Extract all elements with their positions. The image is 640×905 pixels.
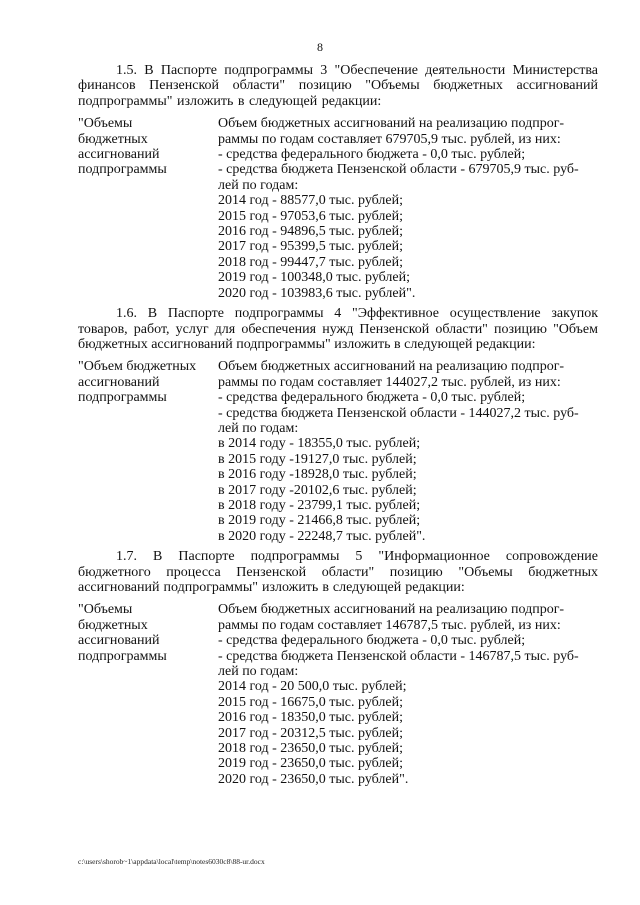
section-1-7-label: "Объемы бюджетных ассигнований подпрограммы [78, 602, 167, 664]
section-1-7-intro: 1.7. В Паспорте подпрограммы 5 "Информационное сопровождение бюджетного процесса Пензенской области" позицию "Объемы бюджетных ассигнований подпрограммы" изложить в следующей редакции: [78, 549, 598, 595]
section-1-6-label: "Объем бюджетных ассигнований подпрограммы [78, 359, 197, 406]
section-1-5-intro: 1.5. В Паспорте подпрограммы 3 "Обеспечение деятельности Министерства финансов Пензенской области" позицию "Объемы бюджетных ассигнований подпрограммы" изложить в следующей редакции: [78, 63, 598, 109]
section-1-6-intro: 1.6. В Паспорте подпрограммы 4 "Эффективное осуществление закупок товаров, работ, услуг для обеспечения нужд Пензенской области" позицию "Объем бюджетных ассигнований подпрограммы" изложить в следующей редакции: [78, 306, 598, 352]
section-1-5-label: "Объемы бюджетных ассигнований подпрограммы [78, 116, 167, 178]
section-1-6-table [78, 359, 598, 544]
section-1-6-value: Объем бюджетных ассигнований на реализацию подпрог- раммы по годам составляет 144027,2 тыс. рублей, из них: - средства федерального бюджета - 0,0 тыс. рублей; - средства бюджета Пензенской области - 144027,2 тыс. руб- лей по годам: в 2014 году - 18355,0 тыс. рублей; в 2015 году -19127,0 тыс. рублей; в 2016 году -18928,0 тыс. рублей; в 2017 году -20102,6 тыс. рублей; в 2018 году - 23799,1 тыс. рублей; в 2019 году - 21466,8 тыс. рублей; в 2020 году - 22248,7 тыс. рублей". [218, 359, 579, 544]
page-number: 8 [317, 40, 323, 54]
section-1-7-value: Объем бюджетных ассигнований на реализацию подпрог- раммы по годам составляет 146787,5 тыс. рублей, из них: - средства федерального бюджета - 0,0 тыс. рублей; - средства бюджета Пензенской области - 146787,5 тыс. руб- лей по годам: 2014 год - 20 500,0 тыс. рублей; 2015 год - 16675,0 тыс. рублей; 2016 год - 18350,0 тыс. рублей; 2017 год - 20312,5 тыс. рублей; 2018 год - 23650,0 тыс. рублей; 2019 год - 23650,0 тыс. рублей; 2020 год - 23650,0 тыс. рублей". [218, 602, 579, 787]
section-1-5-table [78, 116, 598, 301]
section-1-5-value: Объем бюджетных ассигнований на реализацию подпрог- раммы по годам составляет 679705,9 тыс. рублей, из них: - средства федерального бюджета - 0,0 тыс. рублей; - средства бюджета Пензенской области - 679705,9 тыс. руб- лей по годам: 2014 год - 88577,0 тыс. рублей; 2015 год - 97053,6 тыс. рублей; 2016 год - 94896,5 тыс. рублей; 2017 год - 95399,5 тыс. рублей; 2018 год - 99447,7 тыс. рублей; 2019 год - 100348,0 тыс. рублей; 2020 год - 103983,6 тыс. рублей". [218, 116, 579, 301]
footer-file-path: c:\users\shorob~1\appdata\local\temp\notes6030c8\88-ur.docx [78, 857, 265, 866]
document-body [78, 63, 598, 792]
section-1-7-table [78, 602, 598, 787]
